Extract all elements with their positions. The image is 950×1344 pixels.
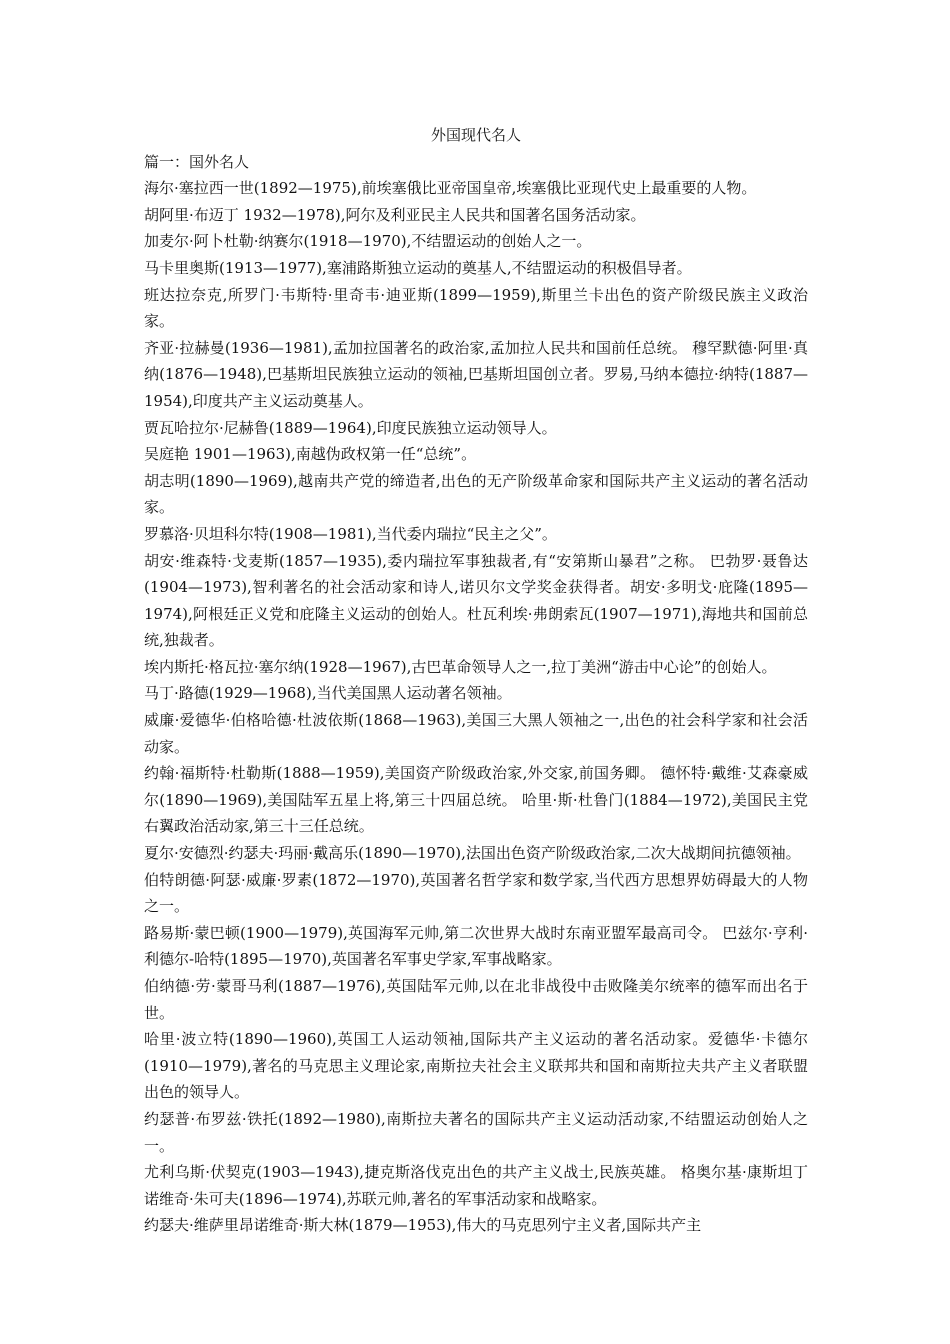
paragraph: 路易斯·蒙巴顿(1900—1979),英国海军元帅,第二次世界大战时东南亚盟军最高司令。 巴兹尔·亨利·利德尔-哈特(1895—1970),英国著名军事史学家,军事战略家。: [144, 923, 808, 969]
paragraph: 尤利乌斯·伏契克(1903—1943),捷克斯洛伐克出色的共产主义战士,民族英雄。 格奥尔基·康斯坦丁诺维奇·朱可夫(1896—1974),苏联元帅,著名的军事活动家和战略家。: [144, 1163, 808, 1208]
paragraph: 罗慕洛·贝坦科尔特(1908—1981),当代委内瑞拉“民主之父”。: [144, 524, 557, 543]
paragraph: 威廉·爱德华·伯格哈德·杜波依斯(1868—1963),美国三大黑人领袖之一,出色的社会科学家和社会活动家。: [144, 711, 808, 756]
paragraph: 加麦尔·阿卜杜勒·纳赛尔(1918—1970),不结盟运动的创始人之一。: [144, 232, 592, 251]
paragraph: 约瑟夫·维萨里昂诺维奇·斯大林(1879—1953),伟大的马克思列宁主义者,国际共产主: [144, 1216, 702, 1235]
paragraph: 伯特朗德·阿瑟·威廉·罗素(1872—1970),英国著名哲学家和数学家,当代西方思想界妨碍最大的人物之一。: [144, 870, 808, 916]
paragraph: 班达拉奈克,所罗门·韦斯特·里奇韦·迪亚斯(1899—1959),斯里兰卡出色的资产阶级民族主义政治家。: [144, 285, 808, 331]
paragraph: 胡阿里·布迈丁 1932—1978),阿尔及利亚民主人民共和国著名国务活动家。: [144, 205, 646, 224]
paragraph: 吴庭艳 1901—1963),南越伪政权第一任“总统”。: [144, 445, 477, 464]
section-heading: 篇一：国外名人: [144, 152, 250, 171]
paragraph: 齐亚·拉赫曼(1936—1981),孟加拉国著名的政治家,孟加拉人民共和国前任总统。 穆罕默德·阿里·真纳(1876—1948),巴基斯坦民族独立运动的领袖,巴基斯坦国创立者。罗易,马纳本德拉·纳特(1887—1954),印度共产主义运动奠基人。: [144, 338, 808, 410]
paragraph: 埃内斯托·格瓦拉·塞尔纳(1928—1967),古巴革命领导人之一,拉丁美洲“游击中心论”的创始人。: [144, 657, 777, 676]
paragraph: 贾瓦哈拉尔·尼赫鲁(1889—1964),印度民族独立运动领导人。: [144, 418, 557, 437]
paragraph: 约翰·福斯特·杜勒斯(1888—1959),美国资产阶级政治家,外交家,前国务卿。 德怀特·戴维·艾森豪威尔(1890—1969),美国陆军五星上将,第三十四届总统。 哈里·斯·杜鲁门(1884—1972),美国民主党右翼政治活动家,第三十三任总统。: [144, 764, 808, 836]
paragraph: 海尔·塞拉西一世(1892—1975),前埃塞俄比亚帝国皇帝,埃塞俄比亚现代史上最重要的人物。: [144, 179, 757, 198]
paragraph: 伯纳德·劳·蒙哥马利(1887—1976),英国陆军元帅,以在北非战役中击败隆美尔统率的德军而出名于世。: [144, 977, 808, 1022]
paragraph: 约瑟普·布罗兹·铁托(1892—1980),南斯拉夫著名的国际共产主义运动活动家,不结盟运动创始人之一。: [144, 1109, 808, 1155]
document-title: 外国现代名人: [430, 126, 521, 144]
paragraph: 马卡里奥斯(1913—1977),塞浦路斯独立运动的奠基人,不结盟运动的积极倡导者。: [144, 258, 692, 277]
paragraph: 马丁·路德(1929—1968),当代美国黑人运动著名领袖。: [144, 684, 512, 703]
paragraph: 胡志明(1890—1969),越南共产党的缔造者,出色的无产阶级革命家和国际共产主义运动的著名活动家。: [144, 471, 808, 517]
document-page: [144, 122, 808, 1239]
paragraph: 胡安·维森特·戈麦斯(1857—1935),委内瑞拉军事独裁者,有“安第斯山暴君”之称。 巴勃罗·聂鲁达(1904—1973),智利著名的社会活动家和诗人,诺贝尔文学奖金获得者。胡安·多明戈·庇隆(1895—1974),阿根廷正义党和庇隆主义运动的创始人。杜瓦利埃·弗朗索瓦(1907—1971),海地共和国前总统,独裁者。: [144, 551, 808, 650]
paragraph: 哈里·波立特(1890—1960),英国工人运动领袖,国际共产主义运动的著名活动家。爱德华·卡德尔(1910—1979),著名的马克思主义理论家,南斯拉夫社会主义联邦共和国和南斯拉夫共产主义者联盟出色的领导人。: [144, 1030, 808, 1102]
paragraph: 夏尔·安德烈·约瑟夫·玛丽·戴高乐(1890—1970),法国出色资产阶级政治家,二次大战期间抗德领袖。: [144, 844, 801, 863]
